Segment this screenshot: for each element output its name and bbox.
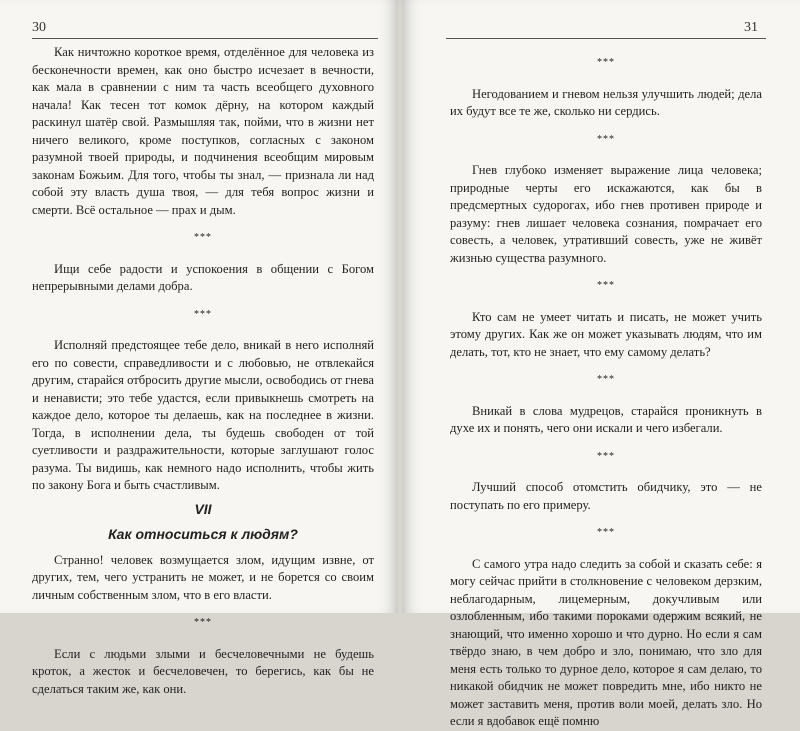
- left-page: [0, 0, 398, 696]
- paragraph: Ищи себе радости и успокоения в общении с Богом непрерывными делами добра.: [32, 261, 374, 293]
- right-page-text: [450, 44, 762, 731]
- section-separator: ***: [194, 308, 212, 320]
- right-page-header: [402, 14, 800, 36]
- left-header-rule: [32, 38, 378, 39]
- section-separator: ***: [194, 617, 212, 628]
- section-separator: ***: [597, 450, 615, 462]
- paragraph: Вникай в слова мудрецов, старайся проникнуть в духе их и понять, чего они искали и чего избегали.: [450, 403, 762, 435]
- section-separator: ***: [597, 374, 615, 385]
- section-separator: ***: [597, 57, 615, 68]
- left-page-number: 30: [32, 20, 46, 35]
- section-separator: ***: [597, 133, 615, 145]
- left-page-text: [32, 44, 374, 698]
- section-separator: ***: [597, 527, 615, 538]
- paragraph: Если с людьми злыми и бесчеловечными не будешь кроток, а жесток и бесчеловечен, то берегись, как бы не сделаться таким же, как они.: [32, 646, 374, 696]
- chapter-title: Как относиться к людям?: [108, 526, 298, 542]
- paragraph: Странно! человек возмущается злом, идущим извне, от других, тем, чего устранить не может, и не борется со своим личным собственным злом, что в его власти.: [32, 552, 374, 602]
- paragraph: Лучший способ отомстить обидчику, это — не поступать по его примеру.: [450, 480, 762, 512]
- chapter-number: VII: [194, 500, 212, 517]
- left-page-header: [0, 14, 398, 36]
- paragraph: Как ничтожно короткое время, отделённое для человека из бесконечности времен, как оно быстро исчезает в вечности, как мала в сравнении с ним та часть всеобщего духовного начала! Как тесен тот комок дёрну, на котором каждый раскинул шатёр свой. Размышляя так, пойми, что в жизни нет ничего великого, кроме поступков, согласных с законом разумной твоей природы, и подчинения всеобщим мировым законам Божьим. Для того, чтобы ты знал, — признала ли над собой эту власть душа твоя, — для тебя вопрос жизни и смерти. Всё остальное — прах и дым.: [32, 45, 374, 217]
- right-page-number: 31: [744, 20, 758, 35]
- paragraph: С самого утра надо следить за собой и сказать себе: я могу сейчас прийти в столкновение с человеком дерзким, неблагодарным, лицемерным, докучливым или озлобленным, ибо такими пороками одержим всякий, не знающий, что именно хорошо и что дурно. Но если я сам твёрдо знаю, в чем добро и зло, понимаю, что зло для меня есть только то дурное дело, которое я сам делаю, то никакой обидчик не может повредить мне, ибо никто не может заставить меня, против воли моей, делать зло. Но если я вдобавок ещё помню: [450, 556, 762, 728]
- paragraph: Исполняй предстоящее тебе дело, вникай в него исполняй его по совести, справедливости и с любовью, не отвлекайся другим, старайся отбросить другие мысли, освободись от гнева и ненависти; это тебе удастся, если привыкнешь смотреть на каждое дело, которое ты делаешь, как на последнее в жизни. Тогда, в исполнении дела, ты будешь свободен от той суетливости и раздражительности, которые заглушают голос разума. Ты видишь, как немного надо исполнить, чтобы жить по закону Бога и быть счастливым.: [32, 338, 374, 492]
- paragraph: Кто сам не умеет читать и писать, не может учить этому других. Как же он может указывать людям, что им делать, тот, кто не знает, что ему самому делать?: [450, 309, 762, 359]
- section-separator: ***: [194, 232, 212, 243]
- right-header-rule: [446, 38, 766, 39]
- right-page: [402, 0, 800, 728]
- paragraph: Негодованием и гневом нельзя улучшить людей; дела их будут все те же, сколько ни сердись.: [450, 86, 762, 118]
- section-separator: ***: [597, 280, 615, 291]
- paragraph: Гнев глубоко изменяет выражение лица человека; природные черты его искажаются, как бы в предсмертных судорогах, ибо гнев противен природе и разуму: гнев лишает человека сознания, помрачает его совесть, а человек, утративший совесть, уже не живёт жизнью существа разумного.: [450, 163, 762, 265]
